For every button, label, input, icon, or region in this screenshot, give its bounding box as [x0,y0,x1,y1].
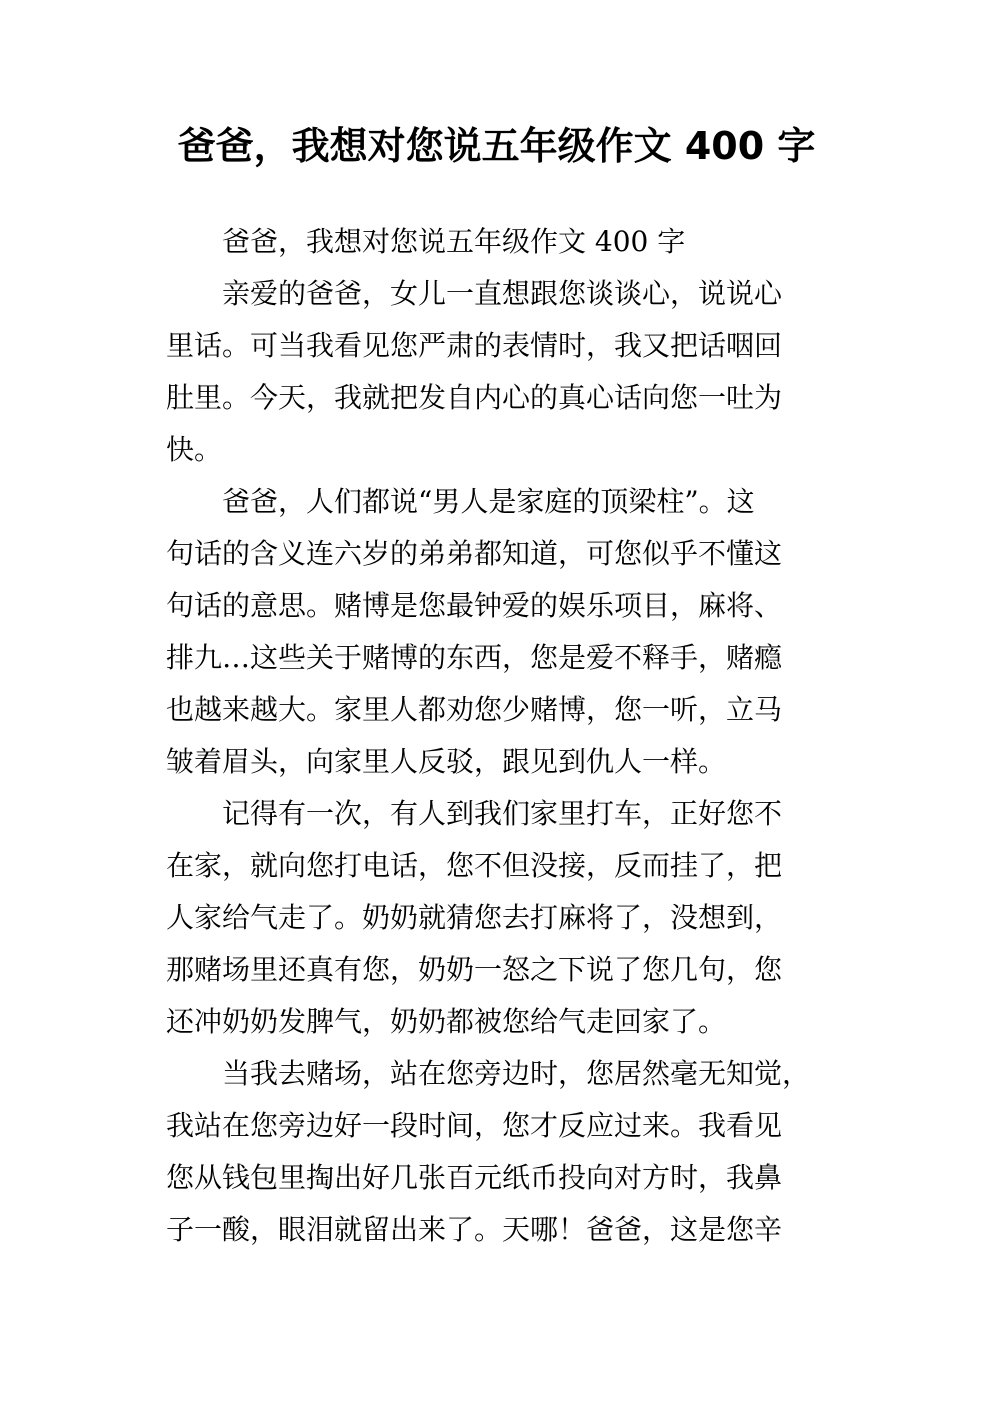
paragraph [166,1048,828,1256]
paragraph-line: 我站在您旁边好一段时间，您才反应过来。我看见 [166,1109,783,1142]
paragraph-line: 句话的意思。赌博是您最钟爱的娱乐项目，麻将、 [166,589,783,622]
paragraph-line: 当我去赌场，站在您旁边时，您居然毫无知觉， [222,1057,811,1090]
paragraph [166,216,828,268]
paragraph [166,268,828,476]
paragraph-line: 那赌场里还真有您，奶奶一怒之下说了您几句，您 [166,953,783,986]
paragraph-line: 肚里。今天，我就把发自内心的真心话向您一吐为 [166,381,783,414]
paragraph-line: 快。 [166,433,223,466]
paragraph [166,476,828,788]
paragraph-line: 也越来越大。家里人都劝您少赌博，您一听，立马 [166,693,783,726]
paragraph-line: 句话的含义连六岁的弟弟都知道，可您似乎不懂这 [166,537,783,570]
paragraph-line: 记得有一次，有人到我们家里打车，正好您不 [222,797,783,830]
paragraph-line: 在家，就向您打电话，您不但没接，反而挂了，把 [166,849,783,882]
paragraph-line: 还冲奶奶发脾气，奶奶都被您给气走回家了。 [166,1005,727,1038]
paragraph-line: 爸爸，我想对您说五年级作文 400 字 [222,225,686,258]
paragraph-line: 皱着眉头，向家里人反驳，跟见到仇人一样。 [166,745,727,778]
paragraph-line: 里话。可当我看见您严肃的表情时，我又把话咽回 [166,329,783,362]
paragraph-line: 您从钱包里掏出好几张百元纸币投向对方时，我鼻 [166,1161,783,1194]
document-title: 爸爸，我想对您说五年级作文 400 字 [177,124,816,168]
paragraph [166,788,828,1048]
paragraph-line: 亲爱的爸爸，女儿一直想跟您谈谈心，说说心 [222,277,783,310]
paragraph-line: 子一酸，眼泪就留出来了。天哪！爸爸，这是您辛 [166,1213,783,1246]
paragraph-line: 排九…这些关于赌博的东西，您是爱不释手，赌瘾 [166,641,783,674]
paragraph-line: 人家给气走了。奶奶就猜您去打麻将了，没想到， [166,901,783,934]
paragraph-line: 爸爸，人们都说“男人是家庭的顶梁柱”。这 [222,485,755,518]
document-body [166,216,828,1256]
